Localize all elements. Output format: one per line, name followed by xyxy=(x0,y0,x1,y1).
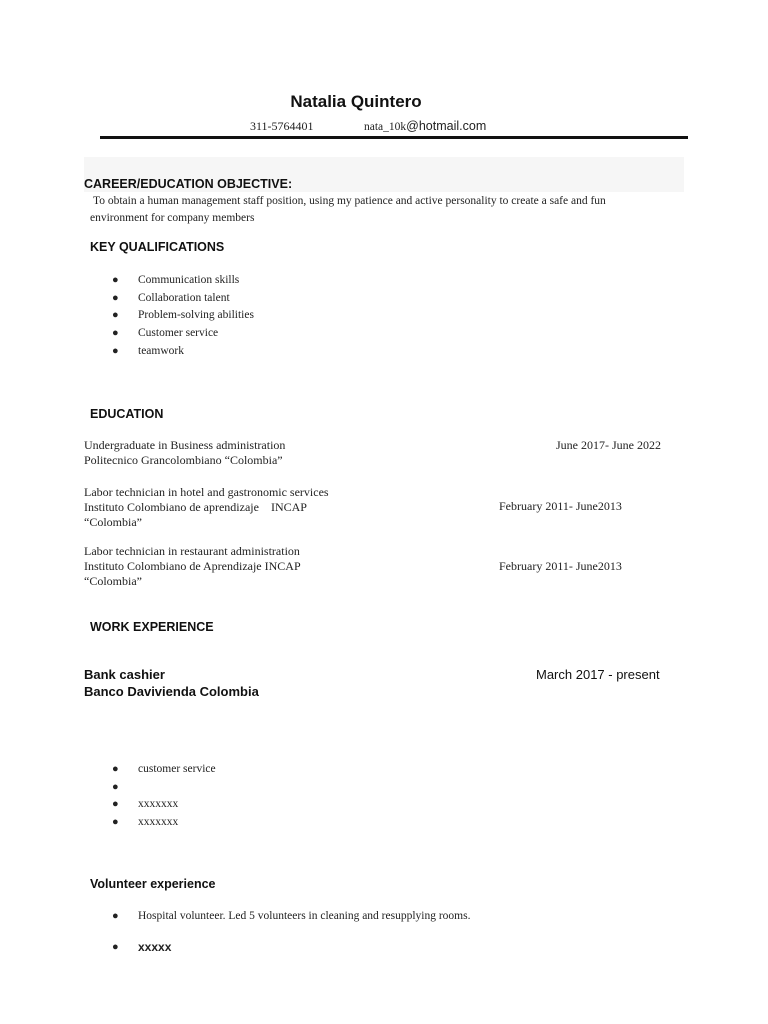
education-country: “Colombia” xyxy=(84,574,142,588)
bullet-icon: ● xyxy=(112,910,119,922)
work-duties-list xyxy=(112,761,216,832)
objective-line-1: To obtain a human management staff position, using my patience and active personality to create a safe and fun xyxy=(93,195,606,207)
bullet-icon: ● xyxy=(112,763,119,775)
bullet-icon: ● xyxy=(112,798,119,811)
job-title: Bank cashier xyxy=(84,667,165,682)
volunteer-text: Hospital volunteer. Led 5 volunteers in cleaning and resupplying rooms. xyxy=(138,910,471,922)
email-domain: @hotmail.com xyxy=(406,119,487,133)
qualification-text: Customer service xyxy=(138,327,219,340)
volunteer-list xyxy=(112,908,470,970)
education-date: February 2011- June2013 xyxy=(499,499,622,513)
objective-heading: CAREER/EDUCATION OBJECTIVE: xyxy=(84,177,293,191)
list-item xyxy=(112,779,216,797)
bullet-icon: ● xyxy=(112,274,119,286)
objective-line-2: environment for company members xyxy=(90,212,255,224)
objective-text xyxy=(90,193,670,227)
qualifications-heading: KEY QUALIFICATIONS xyxy=(90,240,225,254)
list-item xyxy=(112,307,254,325)
duty-text: customer service xyxy=(138,763,216,775)
education-country: “Colombia” xyxy=(84,515,142,529)
qualifications-list xyxy=(112,272,254,360)
email-user: nata_10k xyxy=(364,121,407,133)
education-heading: EDUCATION xyxy=(90,407,164,421)
qualification-text: teamwork xyxy=(138,344,184,357)
education-institution: Instituto Colombiano de aprendizaje INCAP xyxy=(84,500,307,514)
resume-name: Natalia Quintero xyxy=(290,92,422,111)
volunteer-text: xxxxx xyxy=(138,940,172,954)
duty-text: xxxxxxx xyxy=(138,798,179,811)
bullet-icon: ● xyxy=(112,309,119,322)
education-degree: Labor technician in restaurant administration xyxy=(84,544,300,558)
education-entry-2 xyxy=(84,485,329,530)
bullet-icon: ● xyxy=(112,816,119,829)
bullet-icon: ● xyxy=(112,780,119,793)
job-company: Banco Davivienda Colombia xyxy=(84,684,259,699)
duty-text: xxxxxxx xyxy=(138,816,179,829)
education-date: June 2017- June 2022 xyxy=(556,438,661,452)
list-item xyxy=(112,939,470,970)
education-date: February 2011- June2013 xyxy=(499,559,622,573)
header-divider xyxy=(100,136,688,139)
education-entry-1 xyxy=(84,438,285,468)
qualification-text: Problem-solving abilities xyxy=(138,309,254,322)
education-institution: Politecnico Grancolombiano “Colombia” xyxy=(84,453,283,467)
list-item xyxy=(112,325,254,343)
list-item xyxy=(112,908,470,939)
list-item xyxy=(112,796,216,814)
list-item xyxy=(112,761,216,779)
phone-number: 311-5764401 xyxy=(250,119,314,133)
email-address xyxy=(364,119,486,134)
bullet-icon: ● xyxy=(112,291,119,304)
bullet-icon: ● xyxy=(112,344,119,357)
list-item xyxy=(112,343,254,361)
qualification-text: Communication skills xyxy=(138,274,240,286)
list-item xyxy=(112,814,216,832)
education-degree: Undergraduate in Business administration xyxy=(84,438,286,452)
work-heading: WORK EXPERIENCE xyxy=(90,620,214,634)
education-entry-3 xyxy=(84,544,301,589)
bullet-icon: ● xyxy=(112,941,119,953)
list-item xyxy=(112,290,254,308)
volunteer-heading: Volunteer experience xyxy=(90,877,216,891)
bullet-icon: ● xyxy=(112,327,119,340)
education-degree: Labor technician in hotel and gastronomic services xyxy=(84,485,329,499)
job-date: March 2017 - present xyxy=(536,667,660,682)
education-institution: Instituto Colombiano de Aprendizaje INCAP xyxy=(84,559,301,573)
list-item xyxy=(112,272,254,290)
qualification-text: Collaboration talent xyxy=(138,291,230,304)
